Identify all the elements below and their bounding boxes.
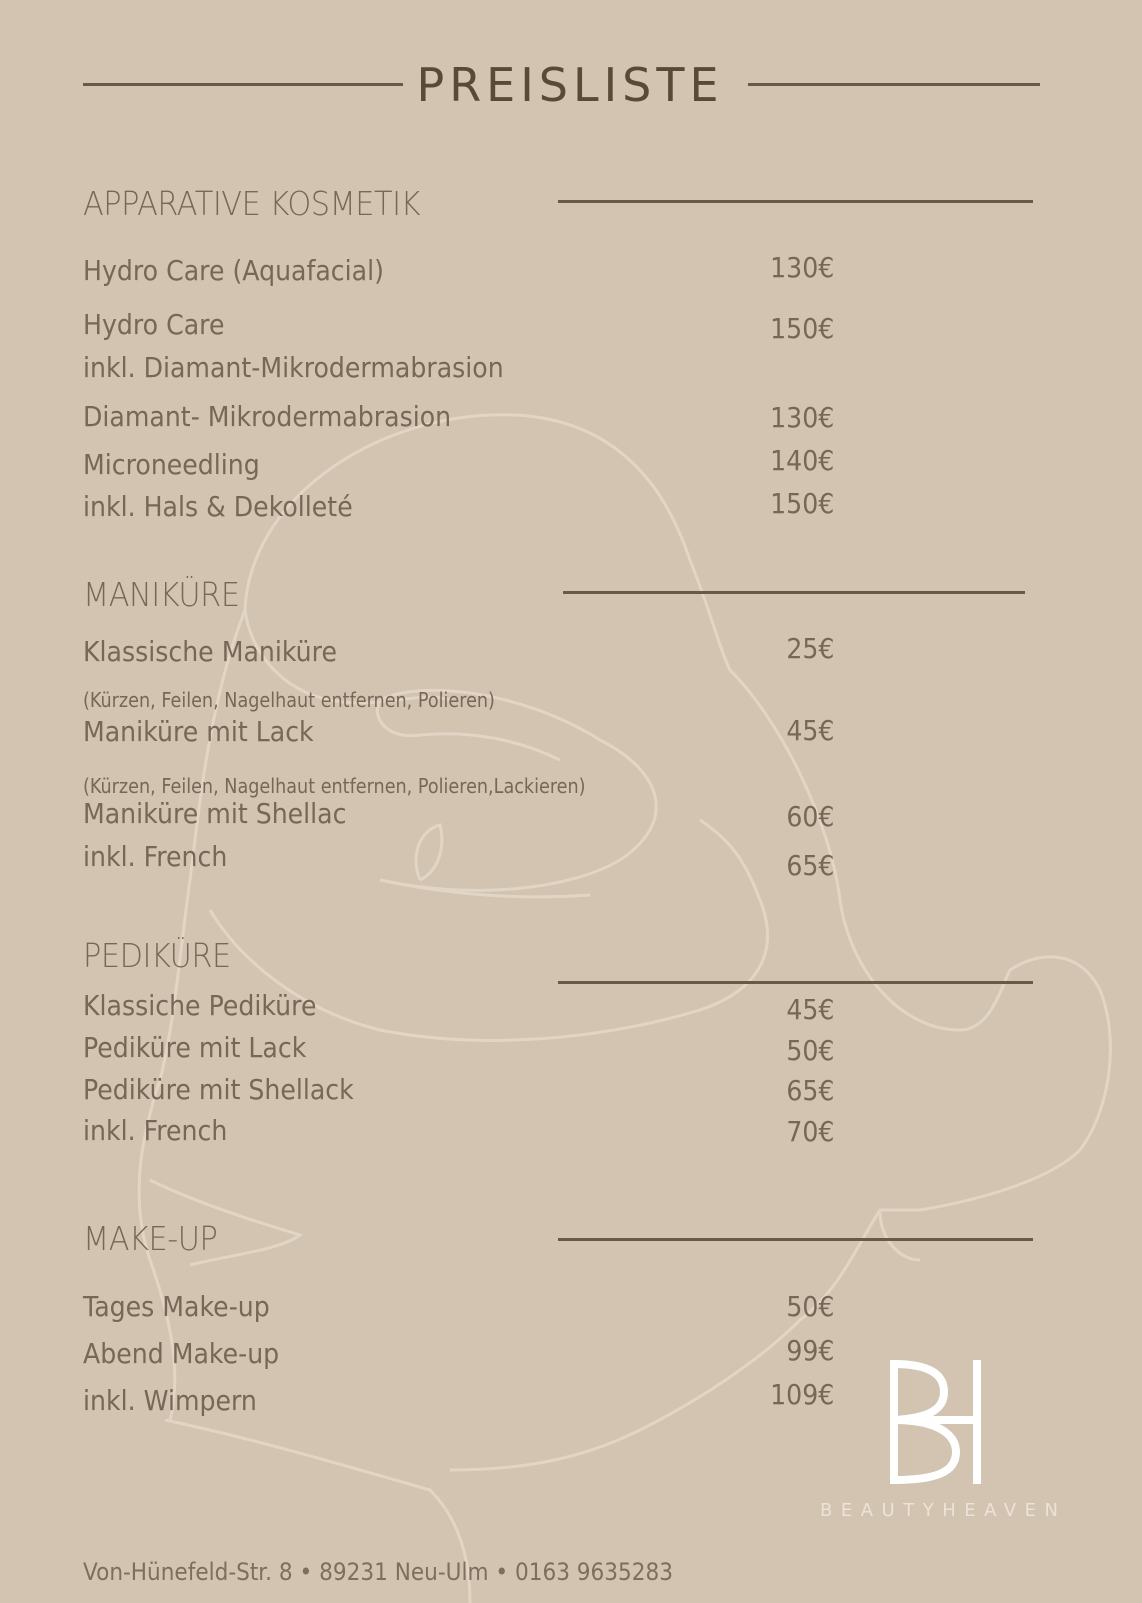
item-price: 130€ (769, 401, 834, 434)
item-price: 60€ (785, 800, 834, 833)
item-price: 45€ (785, 993, 834, 1026)
item-price: 140€ (769, 444, 834, 477)
item-price: 25€ (785, 632, 834, 665)
page-title: PREISLISTE (416, 58, 724, 112)
item-price: 50€ (785, 1034, 834, 1067)
list-item: Hydro Care (83, 308, 225, 341)
list-item: Klassiche Pediküre (83, 989, 317, 1022)
title-rule-left (83, 83, 403, 86)
list-item: Hydro Care (Aquafacial) (83, 254, 384, 287)
list-item: inkl. Hals & Dekolleté (83, 490, 353, 523)
item-price: 130€ (769, 251, 834, 284)
section-heading-make-up: MAKE-UP (83, 1219, 218, 1258)
item-price: 65€ (785, 1074, 834, 1107)
list-item: Pediküre mit Shellack (83, 1073, 354, 1106)
list-item: Klassische Maniküre (83, 635, 337, 668)
item-price: 45€ (785, 714, 834, 747)
title-row (0, 55, 1142, 115)
list-item: Maniküre mit Shellac (83, 797, 347, 830)
title-rule-right (748, 83, 1040, 86)
list-item-note: (Kürzen, Feilen, Nagelhaut entfernen, Polieren) (83, 688, 495, 712)
brand-name: BEAUTYHEAVEN (820, 1500, 1067, 1521)
section-rule (558, 200, 1033, 203)
list-item: Abend Make-up (83, 1337, 280, 1370)
list-item-note: (Kürzen, Feilen, Nagelhaut entfernen, Polieren,Lackieren) (83, 774, 586, 798)
item-price: 99€ (785, 1334, 834, 1367)
section-heading-apparative-kosmetik: APPARATIVE KOSMETIK (83, 184, 421, 223)
item-price: 109€ (769, 1378, 834, 1411)
footer-address: Von-Hünefeld-Str. 8 • 89231 Neu-Ulm • 0163 9635283 (83, 1558, 674, 1586)
item-price: 50€ (785, 1290, 834, 1323)
list-item: inkl. French (83, 1114, 228, 1147)
list-item: inkl. Wimpern (83, 1384, 257, 1417)
section-rule (558, 1238, 1033, 1241)
list-item: Pediküre mit Lack (83, 1031, 307, 1064)
list-item: inkl. Diamant-Mikrodermabrasion (83, 351, 504, 384)
section-rule (563, 591, 1025, 594)
section-heading-pedikuere: PEDIKÜRE (83, 936, 231, 975)
item-price: 70€ (785, 1115, 834, 1148)
beautyheaven-logo (882, 1358, 992, 1486)
list-item: Tages Make-up (83, 1290, 270, 1323)
item-price: 65€ (785, 849, 834, 882)
list-item: Diamant- Mikrodermabrasion (83, 400, 452, 433)
list-item: Maniküre mit Lack (83, 715, 314, 748)
item-price: 150€ (769, 312, 834, 345)
item-price: 150€ (769, 487, 834, 520)
section-heading-manikuere: MANIKÜRE (83, 575, 240, 614)
list-item: inkl. French (83, 840, 228, 873)
list-item: Microneedling (83, 448, 260, 481)
section-rule (558, 981, 1033, 984)
